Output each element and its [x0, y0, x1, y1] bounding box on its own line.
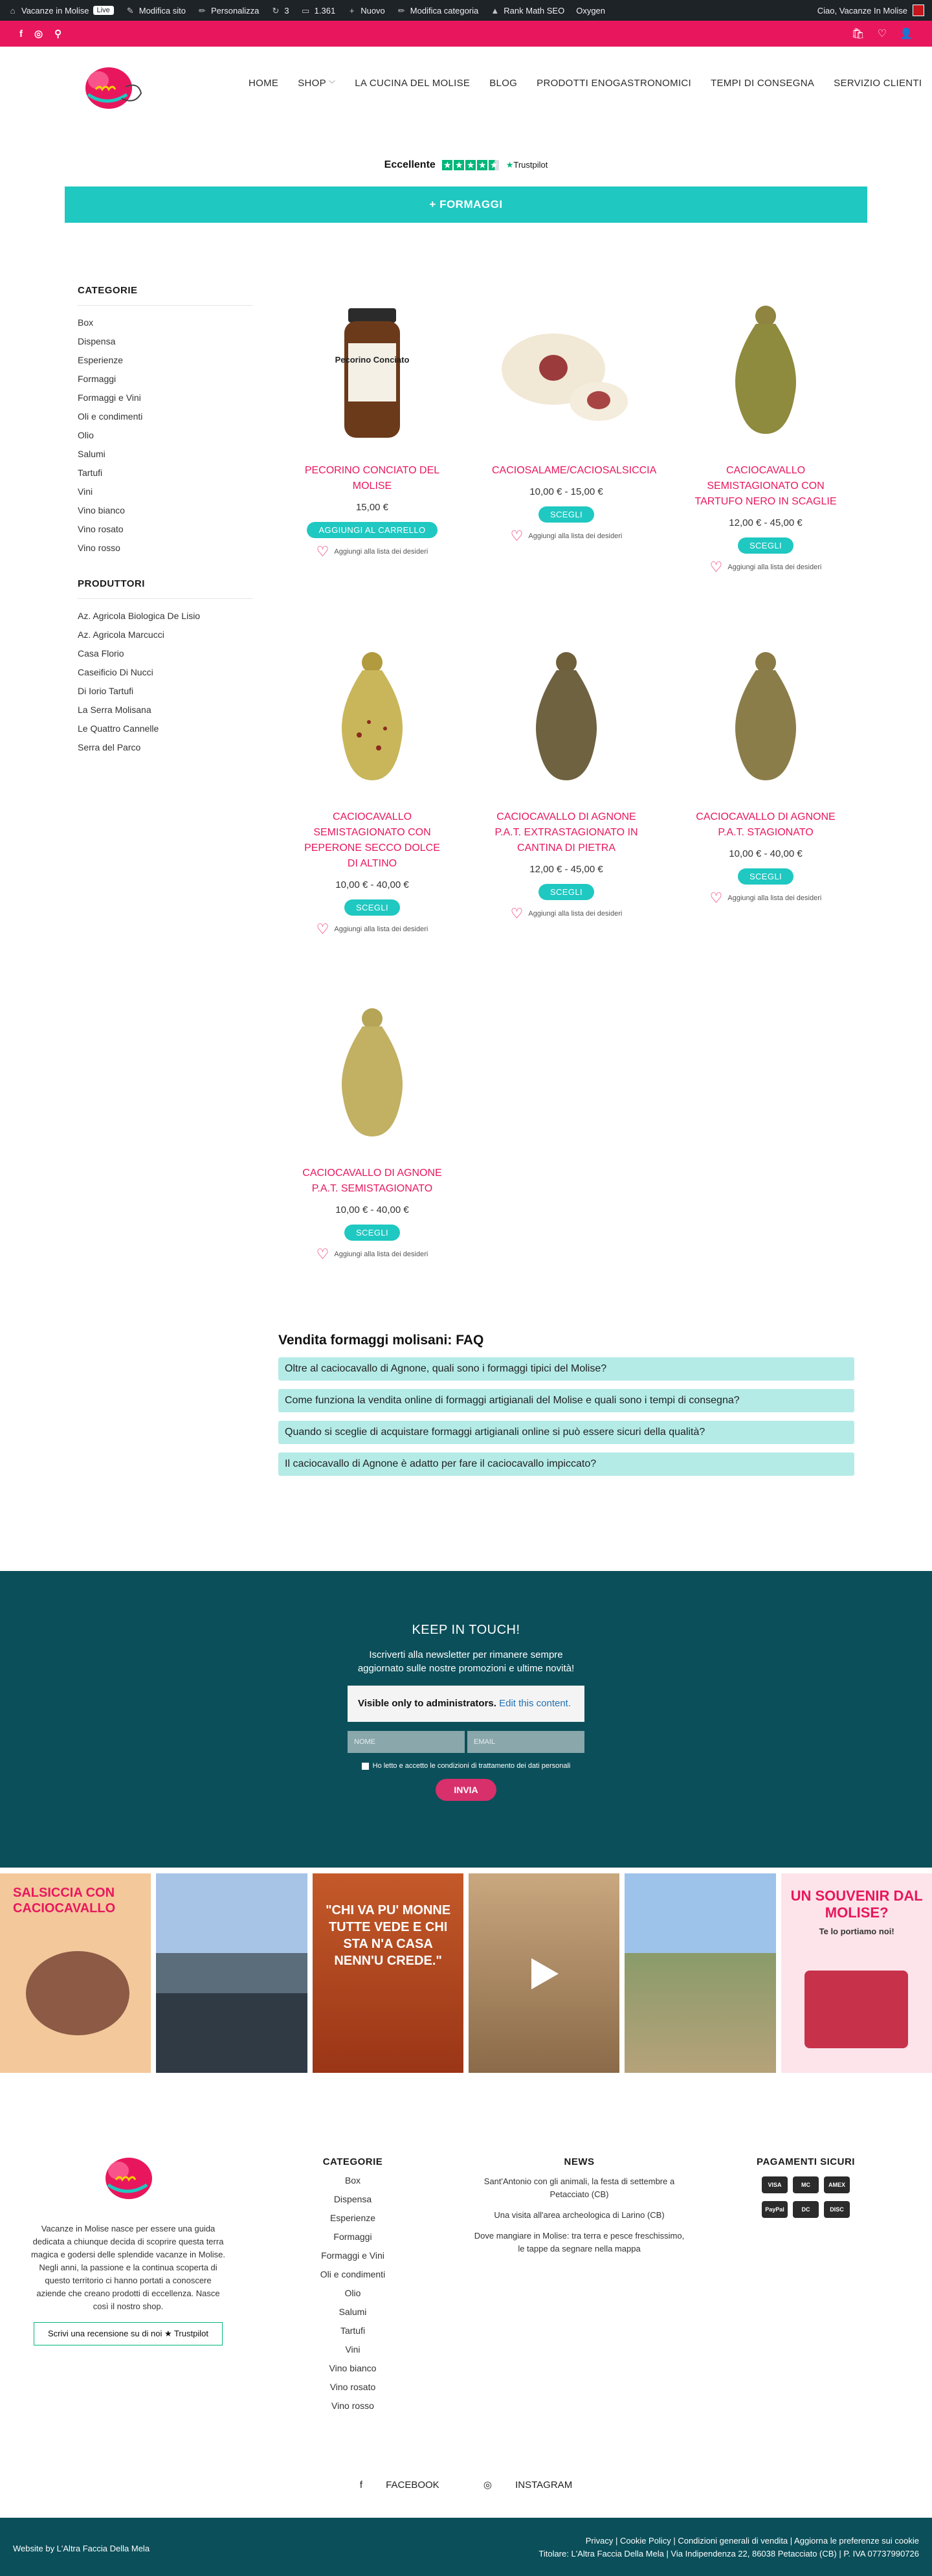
producer-item[interactable]: La Serra Molisana: [78, 705, 151, 715]
admin-updates[interactable]: ↻ 3: [271, 6, 289, 16]
product-image[interactable]: [298, 644, 447, 793]
footer-category-link[interactable]: Salumi: [338, 2307, 367, 2317]
footer-categories-heading: CATEGORIE: [322, 2156, 383, 2167]
category-item[interactable]: Oli e condimenti: [78, 411, 143, 422]
faq-question[interactable]: Come funziona la vendita online di formaggi artigianali del Molise e quali sono i tempi di consegna?: [278, 1389, 854, 1412]
edit-content-link[interactable]: Edit this content.: [499, 1698, 571, 1709]
nav-prodotti[interactable]: PRODOTTI ENOGASTRONOMICI: [537, 78, 692, 89]
producers-heading: PRODUTTORI: [78, 578, 252, 599]
choose-button[interactable]: SCEGLI: [738, 537, 793, 554]
footer-category-link[interactable]: Olio: [344, 2288, 361, 2298]
trustpilot-stars: [442, 160, 499, 170]
product-name[interactable]: CACIOCAVALLO DI AGNONE P.A.T. EXTRASTAGIONATO IN CANTINA DI PIETRA: [494, 811, 638, 853]
chevron-down-icon: ﹀: [328, 81, 336, 88]
producer-item[interactable]: Di Iorio Tartufi: [78, 686, 134, 696]
facebook-icon: f: [359, 2480, 362, 2491]
wishlist-link[interactable]: ♡ Aggiungi alla lista dei desideri: [316, 921, 428, 937]
heart-icon: ♡: [316, 921, 329, 937]
wishlist-icon[interactable]: ♡: [877, 28, 887, 40]
category-list: [78, 317, 252, 561]
nav-blog[interactable]: BLOG: [489, 78, 518, 89]
admin-notice: Visible only to administrators. Edit this content.: [348, 1686, 584, 1722]
newsletter-text: Iscriverti alla newsletter per rimanere sempre aggiornato sulle nostre promozioni e ultime novità!: [357, 1649, 575, 1674]
site-header: [0, 47, 932, 130]
footer-category-link[interactable]: Oli e condimenti: [320, 2269, 386, 2279]
category-item[interactable]: Tartufi: [78, 468, 103, 478]
category-item[interactable]: Box: [78, 317, 94, 328]
avatar: [913, 5, 924, 16]
privacy-consent: Ho letto e accetto le condizioni di trattamento dei dati personali: [0, 1762, 932, 1770]
brush-icon: ✎: [126, 5, 134, 16]
product-price: 10,00 € - 15,00 €: [529, 486, 603, 497]
product-card: [492, 298, 657, 544]
product-name[interactable]: CACIOCAVALLO SEMISTAGIONATO CON TARTUFO NERO IN SCAGLIE: [694, 465, 837, 507]
footer-category-link[interactable]: Vino rosato: [329, 2382, 376, 2392]
category-item[interactable]: Olio: [78, 430, 94, 440]
newsletter-fields: [348, 1731, 584, 1753]
pencil-icon: ✏: [199, 5, 206, 16]
star-icon: ★: [442, 160, 452, 170]
trustpilot-review-button[interactable]: Scrivi una recensione su di noi ★ Trustpilot: [34, 2322, 223, 2345]
product-price: 10,00 € - 40,00 €: [729, 848, 803, 859]
admin-account[interactable]: Ciao, Vacanze In Molise: [817, 5, 924, 16]
category-item[interactable]: Dispensa: [78, 336, 116, 346]
product-price: 15,00 €: [355, 502, 389, 513]
post-title: SALSICCIA CON CACIOCAVALLO: [13, 1886, 116, 1915]
search-icon[interactable]: ⚲: [54, 28, 62, 40]
visa-icon: VISA: [762, 2176, 788, 2193]
star-icon: ★: [477, 160, 487, 170]
category-item[interactable]: Vino rosso: [78, 543, 120, 553]
product-name[interactable]: PECORINO CONCIATO DEL MOLISE: [304, 465, 440, 491]
product-card: [691, 644, 840, 905]
category-item[interactable]: Vini: [78, 486, 93, 497]
news-link[interactable]: Una visita all'area archeologica di Larino (CB): [494, 2210, 665, 2220]
category-item[interactable]: Vino bianco: [78, 505, 125, 515]
categories-heading: CATEGORIE: [78, 285, 252, 306]
product-image[interactable]: [298, 1000, 447, 1149]
star-icon: ★: [454, 160, 464, 170]
jar-label-text: Pecorino Conciato: [335, 355, 410, 365]
admin-edit-category[interactable]: ✏ Modifica categoria: [397, 6, 479, 16]
instagram-post[interactable]: [0, 1873, 151, 2073]
product-card: [691, 298, 840, 574]
product-name[interactable]: CACIOCAVALLO DI AGNONE P.A.T. STAGIONATO: [696, 811, 836, 838]
heart-icon: ♡: [510, 528, 524, 544]
faq-question[interactable]: Quando si sceglie di acquistare formaggi artigianali online si può essere sicuri della qualità?: [278, 1421, 854, 1444]
instagram-icon[interactable]: ◎: [34, 28, 43, 40]
producer-item[interactable]: Casa Florio: [78, 648, 124, 659]
plus-icon: +: [349, 5, 355, 16]
footer-news-heading: NEWS: [564, 2156, 595, 2167]
product-name[interactable]: CACIOCAVALLO SEMISTAGIONATO CON PEPERONE SECCO DOLCE DI ALTINO: [304, 811, 440, 869]
wishlist-link[interactable]: ♡ Aggiungi alla lista dei desideri: [316, 543, 428, 559]
footer-category-link[interactable]: Vino bianco: [329, 2363, 377, 2373]
admin-edit-site[interactable]: ✎ Modifica sito: [126, 6, 186, 16]
paypal-icon: PayPal: [762, 2201, 788, 2218]
instagram-post[interactable]: [313, 1873, 463, 2073]
star-icon: ★: [489, 160, 499, 170]
choose-button[interactable]: SCEGLI: [344, 899, 400, 916]
add-to-cart-button[interactable]: AGGIUNGI AL CARRELLO: [307, 522, 437, 538]
heart-icon: ♡: [316, 1246, 329, 1262]
producer-item[interactable]: Az. Agricola Marcucci: [78, 629, 164, 640]
footer-news: [472, 2156, 686, 2263]
product-name[interactable]: CACIOSALAME/CACIOSALSICCIA: [492, 465, 657, 476]
mastercard-icon: MC: [793, 2176, 819, 2193]
newsletter-section: [0, 1571, 932, 1868]
news-link[interactable]: Dove mangiare in Molise: tra terra e pesce freschissimo, le tappe da segnare nella mappa: [474, 2231, 685, 2254]
category-item[interactable]: Salumi: [78, 449, 105, 459]
nav-cucina[interactable]: LA CUCINA DEL MOLISE: [355, 78, 471, 89]
name-field[interactable]: [348, 1731, 465, 1753]
footer-category-link[interactable]: Box: [344, 2175, 361, 2186]
product-price: 10,00 € - 40,00 €: [335, 1204, 409, 1215]
nav-home[interactable]: HOME: [249, 78, 279, 89]
instagram-icon: ◎: [483, 2480, 492, 2491]
wishlist-link[interactable]: ♡ Aggiungi alla lista dei desideri: [510, 528, 623, 544]
nav-servizio[interactable]: SERVIZIO CLIENTI: [834, 78, 922, 89]
nav-shop[interactable]: SHOP ﹀: [298, 78, 336, 89]
shop-sidebar: [78, 285, 252, 761]
instagram-post[interactable]: [156, 1873, 307, 2073]
instagram-link[interactable]: ◎ INSTAGRAM: [483, 2480, 573, 2491]
discover-icon: DISC: [824, 2201, 850, 2218]
main-nav: [249, 78, 922, 89]
faq-question[interactable]: Oltre al caciocavallo di Agnone, quali sono i formaggi tipici del Molise?: [278, 1357, 854, 1381]
account-icon[interactable]: 👤: [900, 28, 913, 40]
legal-links[interactable]: Privacy | Cookie Policy | Condizioni generali di vendita | Aggiorna le preferenze sui cookie: [585, 2536, 919, 2546]
rankmath-icon: ▲: [491, 5, 500, 16]
product-name[interactable]: CACIOCAVALLO DI AGNONE P.A.T. SEMISTAGIONATO: [302, 1168, 442, 1194]
product-price: 12,00 € - 45,00 €: [729, 517, 803, 528]
footer-category-link[interactable]: Vino rosso: [331, 2401, 374, 2411]
product-image[interactable]: [691, 644, 840, 793]
footer-category-link[interactable]: Formaggi: [333, 2231, 372, 2242]
email-field[interactable]: [467, 1731, 584, 1753]
producer-list: [78, 611, 252, 761]
footer-about: [31, 2151, 225, 2345]
about-text: Vacanze in Molise nasce per essere una guida dedicata a chiunque decida di scoprire questa terra magica e godersi delle splendide vacanze in Molise. Negli anni, la passione e la continua scoperta di questo territorio ci hanno portati a conoscere aziende che creano prodotti di eccellenza. Nasce così il nostro shop.: [31, 2224, 225, 2311]
producer-item[interactable]: Serra del Parco: [78, 742, 141, 752]
product-card: [492, 644, 641, 921]
admin-bar: [0, 0, 932, 21]
category-item[interactable]: Formaggi e Vini: [78, 392, 141, 403]
updates-icon: ↻: [272, 5, 280, 16]
product-price: 10,00 € - 40,00 €: [335, 879, 409, 890]
payment-icons: [744, 2176, 867, 2218]
comment-icon: ▭: [302, 5, 310, 16]
legal-info: [538, 2535, 919, 2560]
admin-rankmath[interactable]: ▲ Rank Math SEO: [491, 5, 565, 16]
news-link[interactable]: Sant'Antonio con gli animali, la festa di settembre a Petacciato (CB): [483, 2176, 675, 2199]
submit-button[interactable]: INVIA: [436, 1779, 496, 1801]
footer-category-link[interactable]: Esperienze: [329, 2213, 376, 2223]
faq-question[interactable]: Il caciocavallo di Agnone è adatto per fare il caciocavallo impiccato?: [278, 1452, 854, 1476]
heart-icon: ♡: [709, 890, 723, 906]
product-image[interactable]: [691, 298, 840, 447]
post-title: UN SOUVENIR DAL MOLISE?: [790, 1888, 923, 1921]
admin-oxygen[interactable]: Oxygen: [576, 5, 606, 16]
cart-icon[interactable]: 🛍: [851, 28, 865, 40]
star-icon: ★: [465, 160, 476, 170]
faq-section: [278, 1333, 854, 1484]
diners-icon: DC: [793, 2201, 819, 2218]
producer-item[interactable]: Le Quattro Cannelle: [78, 723, 159, 734]
admin-customize[interactable]: ✏ Personalizza: [197, 6, 259, 16]
product-image[interactable]: [492, 298, 641, 447]
footer-category-link[interactable]: Formaggi e Vini: [321, 2250, 384, 2261]
producer-item[interactable]: Az. Agricola Biologica De Lisio: [78, 611, 201, 621]
pencil-icon: ✏: [397, 5, 405, 16]
footer-payments: [744, 2156, 867, 2218]
trustpilot-brand: ★Trustpilot: [505, 160, 548, 170]
instagram-post[interactable]: [469, 1873, 619, 2073]
credit-link[interactable]: Website by L'Altra Faccia Della Mela: [13, 2544, 150, 2553]
wishlist-link[interactable]: ♡ Aggiungi alla lista dei desideri: [709, 559, 822, 575]
choose-button[interactable]: SCEGLI: [538, 506, 594, 523]
post-photo: [26, 1951, 129, 2035]
product-card: [298, 1000, 447, 1261]
footer-social: [0, 2479, 932, 2491]
category-item[interactable]: Vino rosato: [78, 524, 124, 534]
facebook-icon[interactable]: f: [19, 28, 23, 40]
heart-icon: ♡: [316, 543, 329, 559]
product-image[interactable]: [492, 644, 641, 793]
product-price: 12,00 € - 45,00 €: [529, 864, 603, 875]
post-quote: "CHI VA PU' MONNE TUTTE VEDE E CHI STA N'A CASA NENN'U CREDE.": [326, 1903, 451, 1968]
category-banner[interactable]: + FORMAGGI: [65, 186, 867, 223]
privacy-checkbox[interactable]: [362, 1763, 369, 1770]
payments-heading: PAGAMENTI SICURI: [757, 2156, 855, 2167]
footer-logo[interactable]: [90, 2151, 166, 2204]
play-icon[interactable]: [531, 1958, 559, 1989]
heart-icon: ♡: [709, 559, 723, 575]
amex-icon: AMEX: [824, 2176, 850, 2193]
choose-button[interactable]: SCEGLI: [344, 1225, 400, 1241]
newsletter-title: KEEP IN TOUCH!: [412, 1623, 520, 1637]
footer-category-link[interactable]: Vini: [345, 2344, 361, 2355]
social-topbar: [0, 21, 932, 47]
product-card: [298, 298, 447, 559]
facebook-link[interactable]: f FACEBOOK: [359, 2480, 439, 2491]
post-subtitle: Te lo portiamo noi!: [819, 1926, 894, 1936]
wishlist-link[interactable]: ♡ Aggiungi alla lista dei desideri: [316, 1246, 428, 1262]
dashboard-icon: ⌂: [10, 5, 16, 16]
choose-button[interactable]: SCEGLI: [538, 884, 594, 900]
admin-site-link[interactable]: ⌂ Vacanze in Molise Live: [8, 6, 114, 16]
trustpilot-widget[interactable]: Eccellente ★ ★ ★ ★ ★ ★Trustpilot: [384, 159, 548, 170]
post-photo: [804, 1971, 908, 2048]
wishlist-link[interactable]: ♡ Aggiungi alla lista dei desideri: [709, 890, 822, 906]
admin-comments[interactable]: ▭ 1.361: [302, 5, 336, 16]
instagram-post[interactable]: [781, 1873, 932, 2073]
choose-button[interactable]: SCEGLI: [738, 868, 793, 885]
faq-title: Vendita formaggi molisani: FAQ: [278, 1333, 484, 1348]
instagram-feed: [0, 1873, 932, 2073]
trustpilot-star-icon: ★: [505, 160, 514, 170]
footer-bottom-bar: [0, 2518, 932, 2576]
footer-category-link[interactable]: Dispensa: [333, 2194, 372, 2204]
wishlist-link[interactable]: ♡ Aggiungi alla lista dei desideri: [510, 905, 623, 921]
legal-owner: Titolare: L'Altra Faccia Della Mela | Via Indipendenza 22, 86038 Petacciato (CB) | P. IVA 07737990726: [538, 2549, 919, 2559]
product-card: [298, 644, 447, 936]
category-item[interactable]: Formaggi: [78, 374, 116, 384]
instagram-post[interactable]: [625, 1873, 775, 2073]
producer-item[interactable]: Caseificio Di Nucci: [78, 667, 153, 677]
footer-categories: [304, 2156, 401, 2419]
footer-category-link[interactable]: Tartufi: [340, 2325, 366, 2336]
heart-icon: ♡: [510, 905, 524, 921]
site-logo[interactable]: [70, 61, 146, 114]
category-item[interactable]: Esperienze: [78, 355, 124, 365]
admin-new[interactable]: + Nuovo: [347, 6, 385, 16]
live-badge: Live: [93, 6, 114, 15]
product-image[interactable]: [298, 298, 447, 447]
nav-tempi[interactable]: TEMPI DI CONSEGNA: [711, 78, 815, 89]
